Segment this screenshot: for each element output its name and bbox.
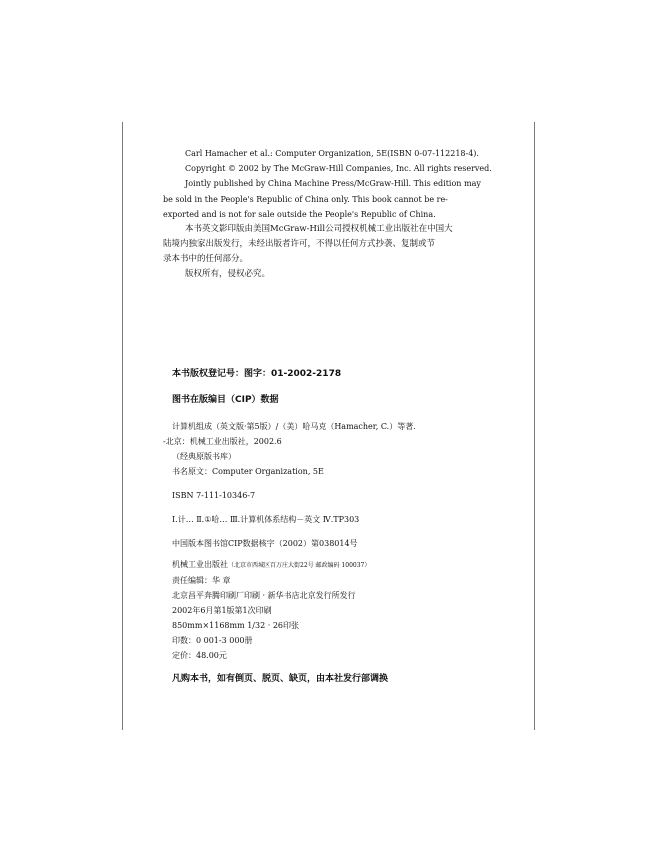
price: 定价：48.00元: [172, 651, 227, 660]
copyright-cn-line: 录本书中的任何部分。: [163, 254, 249, 265]
cip-entry: -北京：机械工业出版社，2002.6: [163, 437, 282, 446]
printer: 北京昌平奔腾印刷厂印刷 · 新华书店北京发行所发行: [172, 591, 356, 600]
right-page-edge: [534, 122, 535, 730]
copyright-block: [163, 146, 493, 282]
format: 850mm×1168mm 1/32 · 26印张: [172, 621, 299, 630]
print-run: 印数：0 001-3 000册: [172, 636, 253, 645]
rights-reserved: 版权所有，侵权必究。: [185, 269, 271, 280]
editor: 责任编辑：华 章: [172, 576, 231, 585]
left-page-edge: [122, 122, 123, 730]
registration-number: 本书版权登记号：图字：01-2002-2178: [172, 369, 342, 379]
copyright-line: exported and is not for sale outside the People's Republic of China.: [163, 209, 436, 219]
cip-entry: 计算机组成（英文版·第5版）/（美）哈马克（Hamacher, C.）等著.: [172, 422, 416, 431]
cip-block: [163, 366, 502, 693]
copyright-cn-line: 陆境内独家出版发行，未经出版者许可，不得以任何方式抄袭、复制或节: [163, 239, 436, 250]
classification: Ⅰ.计… Ⅱ.①哈… Ⅲ.计算机体系结构－英文 Ⅳ.TP303: [172, 515, 360, 524]
copyright-line: Jointly published by China Machine Press/McGraw-Hill. This edition may: [185, 179, 481, 189]
replacement-notice: 凡购本书，如有倒页、脱页、缺页，由本社发行部调换: [172, 674, 389, 684]
copyright-line: be sold in the People's Republic of China only. This book cannot be re-: [163, 194, 448, 204]
isbn: ISBN 7-111-10346-7: [172, 491, 256, 500]
cip-number: 中国版本图书馆CIP数据核字（2002）第038014号: [172, 539, 358, 548]
cip-entry: （经典原版书库）: [172, 452, 236, 461]
copyright-line: Copyright © 2002 by The McGraw-Hill Companies, Inc. All rights reserved.: [185, 164, 492, 174]
copyright-cn-line: 本书英文影印版由美国McGraw-Hill公司授权机械工业出版社在中国大: [185, 224, 453, 235]
cip-entry: 书名原文：Computer Organization, 5E: [172, 467, 324, 476]
publisher-address: （北京市西城区百万庄大街22号 邮政编码 100037）: [228, 562, 371, 569]
publisher-name: 机械工业出版社: [172, 560, 228, 569]
edition: 2002年6月第1版第1次印刷: [172, 606, 272, 615]
cip-title: 图书在版编目（CIP）数据: [172, 395, 279, 405]
copyright-line: Carl Hamacher et al.: Computer Organization, 5E(ISBN 0-07-112218-4).: [185, 149, 479, 158]
publisher: [172, 557, 502, 573]
